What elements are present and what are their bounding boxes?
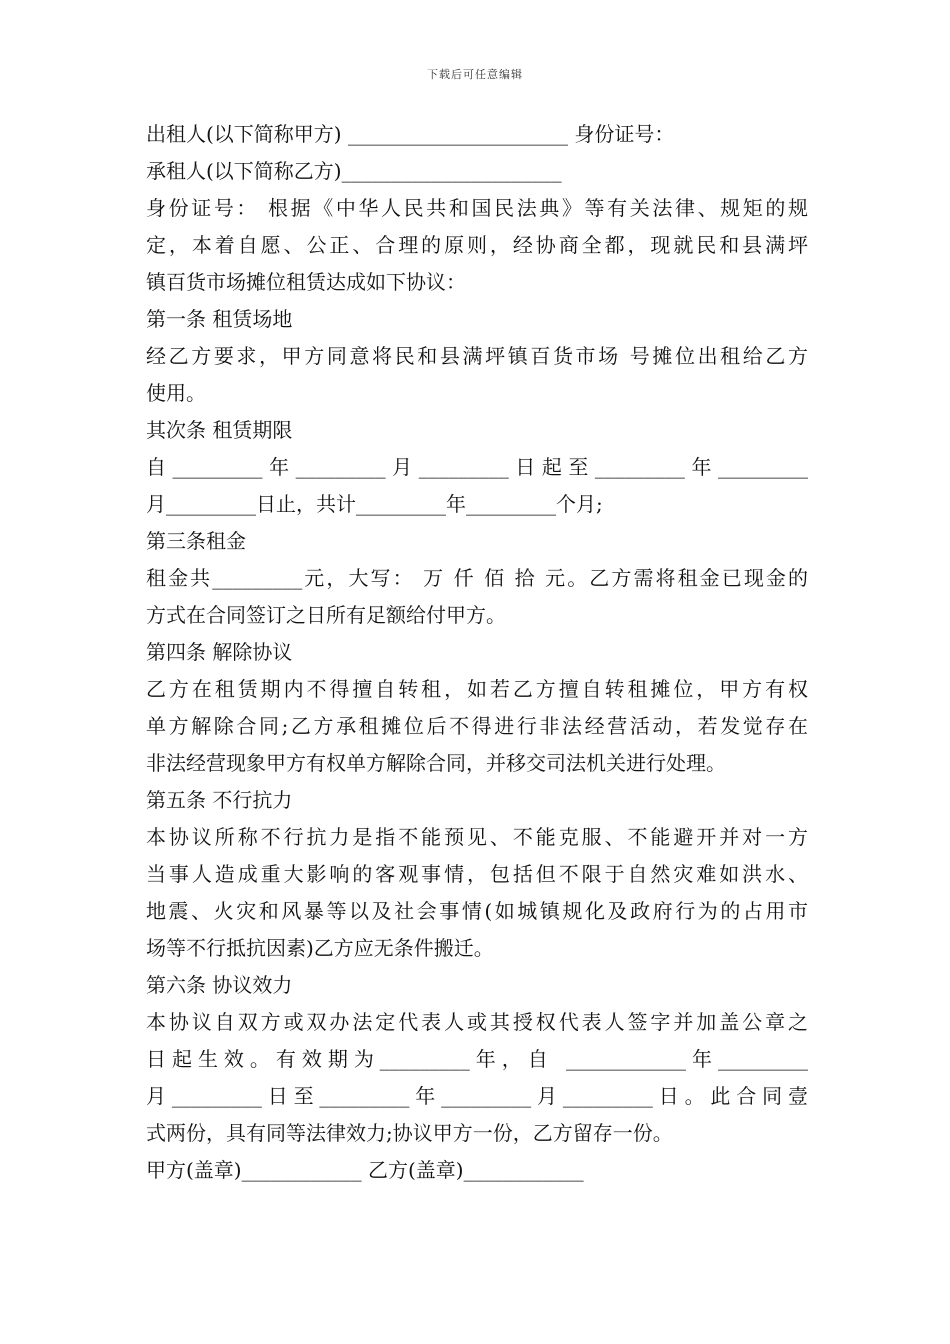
text-line-article-1: 经乙方要求，甲方同意将民和县满坪镇百货市场 号摊位出租给乙方: [146, 344, 808, 368]
text-line-termination-2: 单方解除合同;乙方承租摊位后不得进行非法经营活动，若发觉存在: [146, 714, 808, 738]
text-line-preamble: 定，本着自愿、公正、合理的原则，经协商全都，现就民和县满坪: [146, 233, 808, 257]
article-3-heading: 第三条租金: [146, 529, 246, 553]
header-note: 下载后可任意编辑: [427, 68, 523, 81]
text-line-rent: 租金共_________元，大写： 万 仟 佰 拾 元。乙方需将租金已现金的: [146, 566, 808, 590]
text-line-article-1-end: 使用。: [146, 381, 206, 405]
text-line-id-preamble: 身份证号： 根据《中华人民共和国民法典》等有关法律、规矩的规: [146, 196, 808, 220]
text-line-lessee: 承租人(以下简称乙方)______________________: [146, 159, 562, 183]
signature-line: 甲方(盖章)____________ 乙方(盖章)____________: [146, 1158, 584, 1182]
article-2-heading: 其次条 租赁期限: [146, 418, 293, 442]
text-line-validity-1: 本协议自双方或双办法定代表人或其授权代表人签字并加盖公章之: [146, 1010, 808, 1034]
text-line-force-majeure-3: 地震、火灾和风暴等以及社会事情(如城镇规化及政府行为的占用市: [146, 899, 808, 923]
text-line-force-majeure-2: 当事人造成重大影响的客观事情，包括但不限于自然灾难如洪水、: [146, 862, 808, 886]
article-4-heading: 第四条 解除协议: [146, 640, 293, 664]
article-6-heading: 第六条 协议效力: [146, 973, 293, 997]
text-line-force-majeure-4: 场等不行抵抗因素)乙方应无条件搬迁。: [146, 936, 494, 960]
text-line-term-start: 自_________年_________月_________日起至_________年_________: [146, 455, 808, 479]
text-line-lessor: 出租人(以下简称甲方) ______________________ 身份证号：: [146, 122, 675, 146]
text-line-validity-2: 日起生效。有效期为_________年，自 ____________年_________: [146, 1047, 808, 1071]
article-5-heading: 第五条 不行抗力: [146, 788, 293, 812]
text-line-termination-1: 乙方在租赁期内不得擅自转租，如若乙方擅自转租摊位，甲方有权: [146, 677, 808, 701]
text-line-validity-3: 月_________日至_________年_________月_________日。此合同壹: [146, 1084, 808, 1108]
text-line-term-end: 月_________日止，共计_________年_________个月;: [146, 492, 603, 516]
text-line-force-majeure-1: 本协议所称不行抗力是指不能预见、不能克服、不能避开并对一方: [146, 825, 808, 849]
text-line-termination-3: 非法经营现象甲方有权单方解除合同，并移交司法机关进行处理。: [146, 751, 726, 775]
contract-body: [146, 116, 808, 1189]
text-line-rent-end: 方式在合同签订之日所有足额给付甲方。: [146, 603, 506, 627]
text-line-validity-4: 式两份，具有同等法律效力;协议甲方一份，乙方留存一份。: [146, 1121, 673, 1145]
article-1-heading: 第一条 租赁场地: [146, 307, 293, 331]
text-line-preamble-end: 镇百货市场摊位租赁达成如下协议：: [146, 270, 466, 294]
